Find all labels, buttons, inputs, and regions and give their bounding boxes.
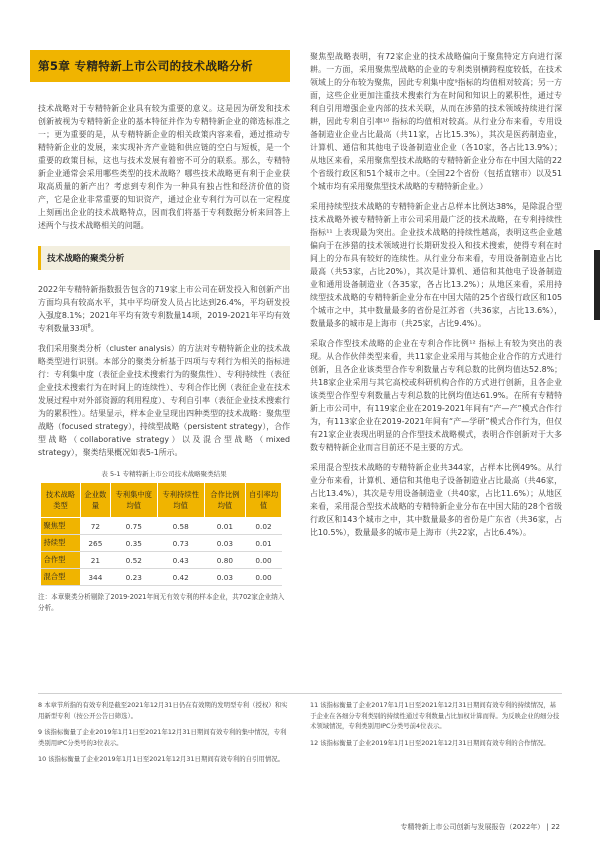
footnote: 9 该指标衡量了企业2019年1月1日至2021年12月31日期间有效专利的集中情况，专利类别用IPC分类号的3位表示。 [38,728,287,747]
table-header-row [41,483,282,518]
footnotes-right [310,700,562,754]
table-cell: 0.73 [157,535,204,552]
table-header-cell: 企业数量 [80,483,110,518]
footnote: 12 该指标衡量了企业2019年1月1日至2021年12月31日期间有效专利的合作情况。 [310,738,550,747]
table-cell: 0.01 [246,535,282,552]
paragraph-stats-end: 。 [90,324,99,333]
table-cell: 0.23 [110,569,157,586]
table-caption: 表 5-1 专精特新上市公司技术战略聚类结果 [101,470,227,478]
table-header-cell: 专利集中度均值 [110,483,157,518]
paragraph-collaborative: 采取合作型技术战略的企业在专利合作比例¹² 指标上有较为突出的表现。从合作伙伴类型来看，共11家企业采用与其他企业合作的方式进行创新，且各企业该类型合作专利数量占专利总数的比例均值达52.8%；共18家企业采用与其它高校或科研机构合作的方式进行创新，且各企业该类型合作型专利数量占专利总数的比例均值达61.9%。在所有专精特新上市公司中，有119家企业在2019-2021年间有“产—产”模式合作行为，有113家企业在2019-2021年间有“产—学研”模式合作行为，但仅有21家企业表现出明显的合作型技术战略模式，表明合作创新对于大多数专精特新企业而言目前还不是主要的方式。 [310,339,562,452]
table-cell: 0.58 [157,518,204,535]
table-cell: 0.42 [157,569,204,586]
table-cell: 0.00 [246,569,282,586]
table-cell: 72 [80,518,110,535]
cluster-result-table [40,482,282,586]
table-header-cell: 合作比例均值 [204,483,245,518]
right-column [310,50,562,546]
footnote: 8 本章节所指的有效专利是截至2021年12月31日仍在有效期的发明型专利（授权）和实用新型专利（按公开公告日筛选）。 [38,701,288,720]
table-cell: 0.75 [110,518,157,535]
paragraph-stats [38,283,290,335]
paragraph-cluster-method: 我们采用聚类分析（cluster analysis）的方法对专精特新企业的技术战略类型进行识别。本部分的聚类分析基于四项与专利行为相关的指标进行：专利集中度（表征企业技术搜索行为的聚焦性）、专利持续性（表征企业技术搜索行为在时间上的连续性）、专利合作比例（表征企业在技术发展过程中对外部资源的利用程度）、专利自引率（表征企业技术搜索行为的累积性）。结果显示，样本企业呈现出四种类型的技术战略：聚焦型战略（focused strategy），持续型战略（persistent strategy），合作型战略（collaborative strategy）以及混合型战略（mixed strategy），聚类结果概况如表5-1所示。 [38,344,290,457]
table-row [41,569,282,586]
table-cell: 0.52 [110,552,157,569]
page-edge-marker [594,250,600,320]
table-cell: 0.43 [157,552,204,569]
paragraph-mixed: 采用混合型技术战略的专精特新企业共344家，占样本比例49%。从行业分布来看，计算机、通信和其他电子设备制造业占比最高（共46家，占比13.4%），其次是专用设备制造业（共40家，占比11.6%）；从地区来看，采用混合型技术战略的专精特新企业分布在中国大陆的28个省级行政区和143个城市之中，其中数量最多的省份是广东省（共36家，占比10.5%），数量最多的城市是上海市（共22家，占比6.4%）。 [310,463,562,537]
left-column [38,50,290,614]
intro-paragraph: 技术战略对于专精特新企业具有较为重要的意义。这是因为研发和技术创新被视为专精特新企业的基本特征并作为专精特新企业的筛选标准之一；更为重要的是，从专精特新企业的相关政策内容来看，通过推动专精特新企业的发展，来实现补齐产业链和供应链的空白与短板，是一个重要的政策目标，这也与技术发展有着密不可分的联系。那么，专精特新企业通常会采用哪些类型的技术战略？哪些技术战略更有利于企业获取高质量的新产出？考虑到专利作为一种具有独占性和经济价值的资产，它是企业非常重要的知识资产，通过企业专利行为可以在一定程度上刻画出企业的技术战略特点，因而我们将基于专利数据分析来回答上述两个与技术战略相关的问题。 [38,104,290,230]
paragraph-stats-text: 2022年专精特新指数报告包含的719家上市公司在研发投入和创新产出方面均具有较高水平，其中平均研发人员占比达到26.4%，平均研发投入强度8.1%；2021年平均有效专利数量14项，2019-2021年平均有效专利数量33项 [38,285,290,333]
footnote-divider [38,693,562,694]
table-cell: 21 [80,552,110,569]
table-cell: 0.03 [204,569,245,586]
table-row-label: 聚焦型 [41,518,81,535]
paragraph-focused: 聚焦型战略表明，有72家企业的技术战略偏向于聚焦特定方向进行深耕。一方面，采用聚焦型战略的企业的专利类别横跨程度较低，在技术领域上的分布较为聚焦，因此专利集中度⁹指标的均值相对较高；另一方面，这些企业更加注重技术搜索行为在时间和知识上的累积性，通过专利自引用增强企业内部的技术关联，从而在涉猎的技术领域持续进行深耕，因此专利自引率¹⁰ 指标的均值相对较高。从行业分布来看，专用设备制造业企业占比最高（共11家，占比15.3%），其次是医药制造业，计算机、通信和其他电子设备制造业企业（各10家，各占比13.9%）；从地区来看，采用聚焦型技术战略的专精特新企业分布在中国大陆的22个省级行政区和51个城市之中。（全国22个省份（包括直辖市）以及51个城市均有采用聚焦型技术战略的专精特新企业。） [310,52,562,191]
table-row [41,535,282,552]
table-cell: 344 [80,569,110,586]
chapter-title: 第5章 专精特新上市公司的技术战略分析 [30,50,290,82]
table-header-cell: 自引率均值 [246,483,282,518]
table-header-cell: 专利持续性均值 [157,483,204,518]
table-cell: 265 [80,535,110,552]
footnote: 11 该指标衡量了企业2017年1月1日至2021年12月31日期间有效专利的持续情况，基于企业在各细分专利类别的持续性通过专利数量占比加权计算而得。为反映企业的细分技术领域情况，专利类别用IPC分类号前4位表示。 [310,701,560,730]
table-note: 注：本章聚类分析剔除了2019-2021年间无有效专利的样本企业，共702家企业纳入分析。 [38,593,285,612]
table-row-label: 合作型 [41,552,81,569]
section-heading: 技术战略的聚类分析 [38,246,290,270]
table-row-label: 持续型 [41,535,81,552]
table-cell: 0.02 [246,518,282,535]
footnote-ref-8: 8 [87,323,91,330]
table-cell: 0.00 [246,552,282,569]
page-footer: 专精特新上市公司创新与发展报告（2022年） | 22 [400,823,560,831]
table-cell: 0.03 [204,535,245,552]
table-row [41,552,282,569]
table-cell: 0.80 [204,552,245,569]
table-row-label: 混合型 [41,569,81,586]
table-cell: 0.35 [110,535,157,552]
table-header-cell: 技术战略类型 [41,483,81,518]
paragraph-persistent: 采用持续型技术战略的专精特新企业占总样本比例达38%，是除混合型技术战略外被专精特新上市公司采用最广泛的技术战略，在专利持续性指标¹¹ 上表现最为突出。企业技术战略的持续性越高，表明这些企业越偏向于在涉猎的技术领域进行长期研发投入和技术搜索，使得专利在时间上的分布具有较好的连续性。从行业分布来看，专用设备制造业占比最高（共53家，占比20%），其次是计算机、通信和其他电子设备制造业和通用设备制造业（各35家，各占比13.2%）；从地区来看，采用持续型技术战略的专精特新企业分布在中国大陆的25个省级行政区和105个城市之中，其中数量最多的省份是江苏省（共36家，占比13.6%），数量最多的城市是上海市（共25家，占比9.4%）。 [310,202,562,328]
footnotes-left [38,700,290,771]
table-cell: 0.01 [204,518,245,535]
table-row [41,518,282,535]
footnote: 10 该指标衡量了企业2019年1月1日至2021年12月31日期间有效专利的自引用情况。 [38,755,285,763]
